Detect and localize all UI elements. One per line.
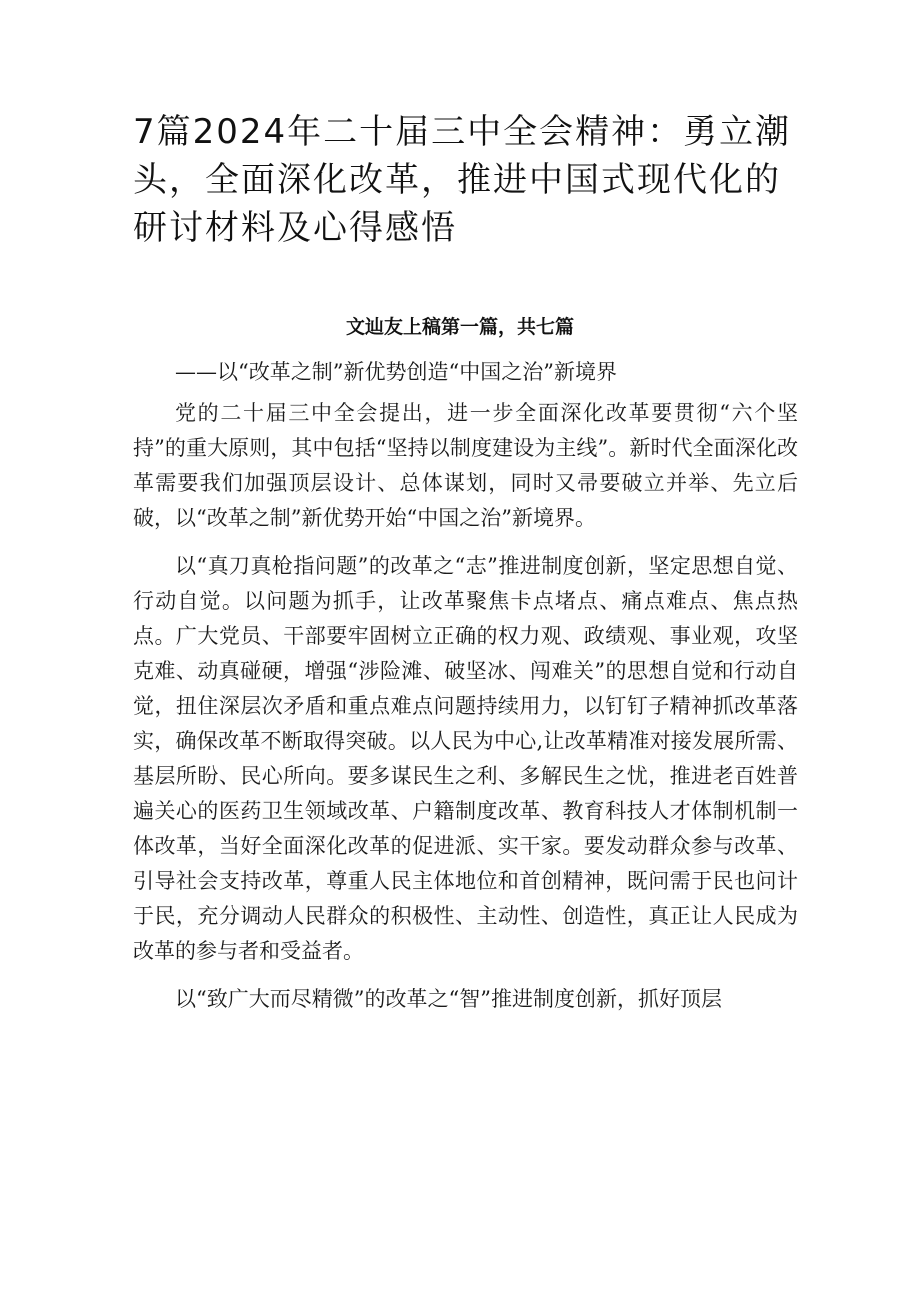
document-subtitle: 文辿友上稿第一篇，共七篇 bbox=[345, 316, 574, 338]
document-title: 7篇2024年二十届三中全会精神：勇立潮头，全面深化改革，推进中国式现代化的研讨材料及心得感悟 bbox=[133, 112, 792, 248]
body-paragraph: 以“真刀真枪指问题”的改革之“志”推进制度创新，坚定思想自觉、行动自觉。以问题为抓手，让改革聚焦卡点堵点、痛点难点、焦点热点。广大党员、干部要牢固树立正确的权力观、政绩观、事业观，攻坚克难、动真碰硬，增强“涉险滩、破坚冰、闯难关”的思想自觉和行动自觉，扭住深层次矛盾和重点难点问题持续用力，以钉钉子精神抓改革落实，确保改革不断取得突破。以人民为中心,让改革精准对接发展所需、基层所盼、民心所向。要多谋民生之利、多解民生之忧，推进老百姓普遍关心的医药卫生领域改革、户籍制度改革、教育科技人才体制机制一体改革，当好全面深化改革的促进派、实干家。要发动群众参与改革、引导社会支持改革，尊重人民主体地位和首创精神，既问需于民也问计于民，充分调动人民群众的积极性、主动性、创造性，真正让人民成为改革的参与者和受益者。 bbox=[133, 554, 798, 963]
document-body bbox=[133, 355, 798, 1030]
document-tagline: ——以“改革之制”新优势创造“中国之治”新境界 bbox=[175, 360, 617, 384]
body-paragraph: 以“致广大而尽精微”的改革之“智”推进制度创新，抓好顶层 bbox=[175, 987, 722, 1011]
body-paragraph: 党的二十届三中全会提出，进一步全面深化改革要贯彻“六个坚持”的重大原则，其中包括“坚持以制度建设为主线”。新时代全面深化改革需要我们加强顶层设计、总体谋划，同时又帚要破立并举、先立后破，以“改革之制”新优势开始“中国之治”新境界。 bbox=[133, 401, 798, 530]
